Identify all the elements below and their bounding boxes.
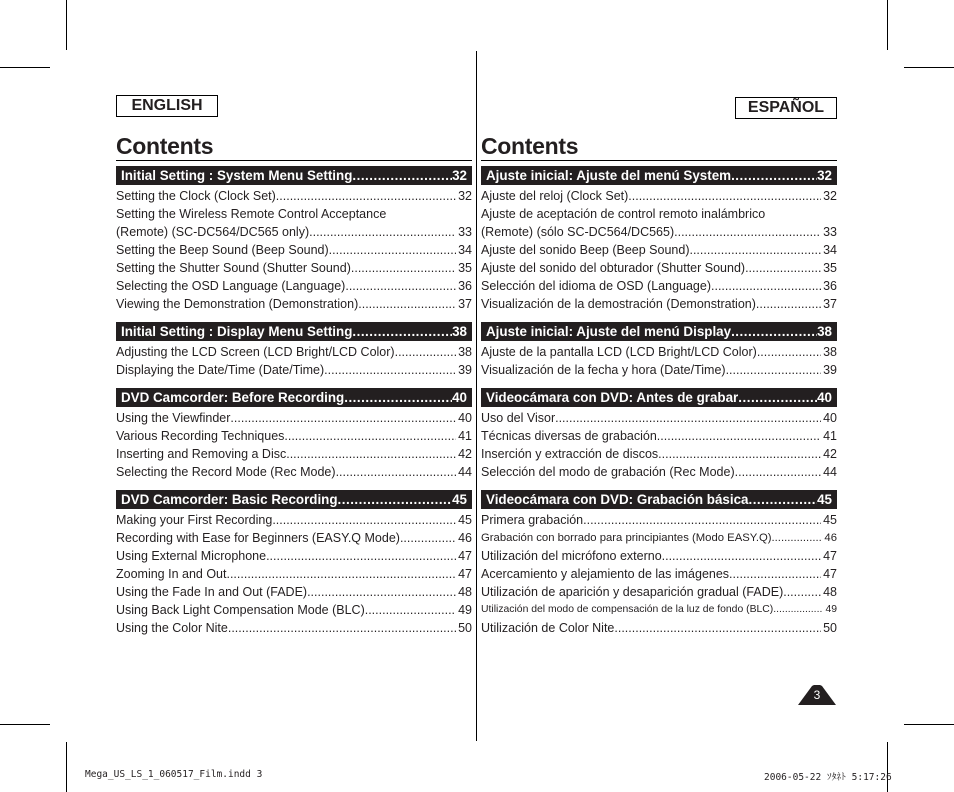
toc-entry bbox=[116, 241, 472, 259]
leader-dots bbox=[628, 187, 821, 205]
entry-page-number: 45 bbox=[458, 513, 472, 527]
toc-entry bbox=[116, 427, 472, 445]
crop-mark bbox=[887, 0, 888, 50]
section-heading: Videocámara con DVD: Antes de grabar bbox=[486, 390, 739, 405]
section-page-number: 32 bbox=[817, 168, 832, 183]
entry-page-number: 34 bbox=[823, 243, 837, 257]
toc-section bbox=[481, 322, 837, 379]
toc-entry bbox=[481, 295, 837, 313]
leader-dots bbox=[329, 241, 456, 259]
entry-page-number: 44 bbox=[458, 465, 472, 479]
crop-mark bbox=[66, 0, 67, 50]
leader-dots bbox=[757, 343, 821, 361]
toc-entry bbox=[481, 583, 837, 601]
entry-title: Selección del idioma de OSD (Language) bbox=[481, 279, 711, 293]
toc-entry bbox=[116, 445, 472, 463]
entry-title: Uso del Visor bbox=[481, 411, 556, 425]
leader-dots bbox=[555, 409, 821, 427]
toc-entries bbox=[116, 187, 472, 313]
entry-title: Selección del modo de grabación (Rec Mode) bbox=[481, 465, 735, 479]
entry-title: Setting the Shutter Sound (Shutter Sound) bbox=[116, 261, 351, 275]
leader-dots bbox=[286, 445, 456, 463]
spanish-sections bbox=[481, 166, 837, 646]
section-page-number: 32 bbox=[452, 168, 467, 183]
entry-page-number: 35 bbox=[823, 261, 837, 275]
entry-title: Setting the Wireless Remote Control Acceptance bbox=[116, 207, 387, 221]
leader-dots bbox=[284, 427, 456, 445]
toc-entries bbox=[116, 343, 472, 379]
entry-page-number: 44 bbox=[823, 465, 837, 479]
entry-title: Using Back Light Compensation Mode (BLC) bbox=[116, 603, 365, 617]
toc-entry bbox=[481, 511, 837, 529]
toc-entry bbox=[116, 205, 472, 223]
leader-dots bbox=[738, 388, 817, 407]
entry-title: Ajuste de aceptación de control remoto inalámbrico bbox=[481, 207, 766, 221]
leader-dots bbox=[662, 547, 821, 565]
toc-section bbox=[116, 322, 472, 379]
leader-dots bbox=[338, 490, 453, 509]
leader-dots bbox=[745, 259, 821, 277]
entry-title: Inserting and Removing a Disc bbox=[116, 447, 287, 461]
toc-entry bbox=[481, 565, 837, 583]
section-heading: Initial Setting : Display Menu Setting bbox=[121, 324, 353, 339]
entry-title: Setting the Beep Sound (Beep Sound) bbox=[116, 243, 329, 257]
crop-mark bbox=[887, 742, 888, 792]
toc-entry bbox=[116, 361, 472, 379]
entry-page-number: 47 bbox=[458, 567, 472, 581]
leader-dots bbox=[711, 277, 821, 295]
entry-title: Ajuste del sonido Beep (Beep Sound) bbox=[481, 243, 690, 257]
section-heading-bar bbox=[116, 388, 472, 407]
toc-entries bbox=[116, 409, 472, 481]
entry-title: Utilización de Color Nite bbox=[481, 621, 615, 635]
page-number: 3 bbox=[813, 688, 821, 702]
toc-entries bbox=[481, 409, 837, 481]
section-heading-bar bbox=[116, 322, 472, 341]
section-heading: DVD Camcorder: Before Recording bbox=[121, 390, 345, 405]
section-heading-bar bbox=[481, 322, 837, 341]
toc-entries bbox=[481, 511, 837, 637]
entry-page-number: 42 bbox=[458, 447, 472, 461]
footer-timestamp: 2006-05-22 ｿﾀﾈﾄ 5:17:26 bbox=[764, 772, 892, 783]
toc-section bbox=[481, 388, 837, 481]
entry-page-number: 39 bbox=[458, 363, 472, 377]
entry-page-number: 32 bbox=[458, 189, 472, 203]
leader-dots bbox=[773, 601, 823, 619]
section-page-number: 45 bbox=[817, 492, 832, 507]
toc-entry bbox=[481, 277, 837, 295]
entry-page-number: 33 bbox=[458, 225, 472, 239]
section-page-number: 38 bbox=[452, 324, 467, 339]
leader-dots bbox=[345, 277, 456, 295]
leader-dots bbox=[772, 529, 823, 547]
toc-entry bbox=[481, 187, 837, 205]
section-heading: DVD Camcorder: Basic Recording bbox=[121, 492, 338, 507]
toc-entry bbox=[481, 223, 837, 241]
leader-dots bbox=[729, 565, 821, 583]
entry-title: Ajuste de la pantalla LCD (LCD Bright/LCD Color) bbox=[481, 345, 757, 359]
entry-title: Selecting the OSD Language (Language) bbox=[116, 279, 346, 293]
leader-dots bbox=[307, 583, 456, 601]
section-heading-bar bbox=[481, 166, 837, 185]
toc-entry bbox=[481, 601, 837, 619]
toc-entry bbox=[116, 277, 472, 295]
entry-page-number: 47 bbox=[458, 549, 472, 563]
title-rule bbox=[481, 160, 837, 161]
section-heading: Initial Setting : System Menu Setting bbox=[121, 168, 353, 183]
center-divider bbox=[476, 51, 477, 741]
toc-entry bbox=[481, 463, 837, 481]
toc-entry bbox=[116, 547, 472, 565]
entry-title: Visualización de la fecha y hora (Date/Time) bbox=[481, 363, 726, 377]
entry-page-number: 40 bbox=[823, 411, 837, 425]
leader-dots bbox=[351, 259, 456, 277]
toc-entry bbox=[481, 361, 837, 379]
entry-page-number: 36 bbox=[458, 279, 472, 293]
toc-entry bbox=[116, 511, 472, 529]
entry-page-number: 41 bbox=[458, 429, 472, 443]
entry-title: Using the Viewfinder bbox=[116, 411, 231, 425]
leader-dots bbox=[657, 427, 821, 445]
entry-title: Various Recording Techniques bbox=[116, 429, 285, 443]
english-language-label: ENGLISH bbox=[116, 95, 218, 117]
crop-mark bbox=[0, 724, 50, 725]
entry-page-number: 42 bbox=[823, 447, 837, 461]
entry-page-number: 46 bbox=[824, 532, 837, 544]
section-page-number: 40 bbox=[817, 390, 832, 405]
entry-title: (Remote) (sólo SC-DC564/DC565) bbox=[481, 225, 675, 239]
toc-entry bbox=[481, 205, 837, 223]
entry-page-number: 37 bbox=[458, 297, 472, 311]
toc-entry bbox=[116, 259, 472, 277]
section-heading-bar bbox=[116, 166, 472, 185]
leader-dots bbox=[731, 166, 817, 185]
entry-title: Utilización del micrófono externo bbox=[481, 549, 662, 563]
entry-title: Utilización de aparición y desaparición gradual (FADE) bbox=[481, 585, 784, 599]
entry-page-number: 47 bbox=[823, 567, 837, 581]
toc-entry bbox=[116, 295, 472, 313]
section-heading-bar bbox=[481, 388, 837, 407]
leader-dots bbox=[689, 241, 821, 259]
section-page-number: 45 bbox=[452, 492, 467, 507]
leader-dots bbox=[228, 619, 456, 637]
entry-page-number: 40 bbox=[458, 411, 472, 425]
entry-title: Using the Fade In and Out (FADE) bbox=[116, 585, 308, 599]
leader-dots bbox=[726, 361, 822, 379]
crop-mark bbox=[66, 742, 67, 792]
toc-entry bbox=[116, 619, 472, 637]
entry-title: Using the Color Nite bbox=[116, 621, 228, 635]
entry-page-number: 41 bbox=[823, 429, 837, 443]
leader-dots bbox=[272, 511, 456, 529]
toc-entry bbox=[116, 565, 472, 583]
toc-entry bbox=[481, 529, 837, 547]
toc-entry bbox=[481, 259, 837, 277]
toc-entry bbox=[481, 547, 837, 565]
leader-dots bbox=[735, 463, 821, 481]
entry-title: Ajuste del reloj (Clock Set) bbox=[481, 189, 629, 203]
leader-dots bbox=[365, 601, 456, 619]
leader-dots bbox=[352, 166, 452, 185]
toc-section bbox=[116, 166, 472, 313]
toc-entries bbox=[481, 187, 837, 313]
entry-page-number: 39 bbox=[823, 363, 837, 377]
entry-page-number: 46 bbox=[458, 531, 472, 545]
toc-entry bbox=[116, 187, 472, 205]
entry-title: Acercamiento y alejamiento de las imágenes bbox=[481, 567, 730, 581]
toc-entry bbox=[481, 619, 837, 637]
section-page-number: 38 bbox=[817, 324, 832, 339]
entry-page-number: 48 bbox=[458, 585, 472, 599]
english-page-title: Contents bbox=[116, 133, 214, 159]
toc-section bbox=[116, 388, 472, 481]
toc-entry bbox=[116, 583, 472, 601]
toc-entry bbox=[116, 463, 472, 481]
section-page-number: 40 bbox=[452, 390, 467, 405]
toc-entry bbox=[116, 409, 472, 427]
entry-title: Primera grabación bbox=[481, 513, 584, 527]
toc-entries bbox=[481, 343, 837, 379]
entry-page-number: 33 bbox=[823, 225, 837, 239]
leader-dots bbox=[756, 295, 821, 313]
toc-entry bbox=[116, 343, 472, 361]
leader-dots bbox=[336, 463, 457, 481]
leader-dots bbox=[230, 409, 456, 427]
section-heading-bar bbox=[116, 490, 472, 509]
toc-entry bbox=[116, 223, 472, 241]
entry-title: Recording with Ease for Beginners (EASY.Q Mode) bbox=[116, 531, 400, 545]
entry-page-number: 45 bbox=[823, 513, 837, 527]
entry-page-number: 32 bbox=[823, 189, 837, 203]
page-number-badge bbox=[798, 685, 836, 705]
entry-page-number: 38 bbox=[458, 345, 472, 359]
toc-entry bbox=[116, 601, 472, 619]
entry-title: Adjusting the LCD Screen (LCD Bright/LCD Color) bbox=[116, 345, 395, 359]
entry-title: Ajuste del sonido del obturador (Shutter Sound) bbox=[481, 261, 746, 275]
entry-title: (Remote) (SC-DC564/DC565 only) bbox=[116, 225, 310, 239]
spanish-language-label: ESPAÑOL bbox=[735, 97, 837, 119]
leader-dots bbox=[324, 361, 456, 379]
entry-title: Making your First Recording bbox=[116, 513, 273, 527]
leader-dots bbox=[309, 223, 456, 241]
entry-title: Utilización del modo de compensación de la luz de fondo (BLC) bbox=[481, 604, 774, 615]
leader-dots bbox=[352, 322, 452, 341]
leader-dots bbox=[344, 388, 452, 407]
leader-dots bbox=[748, 490, 817, 509]
entry-title: Técnicas diversas de grabación bbox=[481, 429, 657, 443]
entry-page-number: 34 bbox=[458, 243, 472, 257]
toc-entry bbox=[116, 529, 472, 547]
toc-section bbox=[116, 490, 472, 637]
entry-page-number: 50 bbox=[458, 621, 472, 635]
section-heading: Ajuste inicial: Ajuste del menú Display bbox=[486, 324, 732, 339]
entry-title: Selecting the Record Mode (Rec Mode) bbox=[116, 465, 336, 479]
title-rule bbox=[116, 160, 472, 161]
leader-dots bbox=[226, 565, 456, 583]
leader-dots bbox=[358, 295, 456, 313]
toc-entry bbox=[481, 241, 837, 259]
entry-title: Displaying the Date/Time (Date/Time) bbox=[116, 363, 325, 377]
toc-entry bbox=[481, 445, 837, 463]
crop-mark bbox=[0, 67, 50, 68]
entry-title: Zooming In and Out bbox=[116, 567, 227, 581]
entry-page-number: 49 bbox=[458, 603, 472, 617]
entry-page-number: 38 bbox=[823, 345, 837, 359]
toc-section bbox=[481, 490, 837, 637]
toc-section bbox=[481, 166, 837, 313]
spanish-page-title: Contents bbox=[481, 133, 579, 159]
crop-mark bbox=[904, 67, 954, 68]
entry-title: Inserción y extracción de discos bbox=[481, 447, 659, 461]
toc-entry bbox=[481, 427, 837, 445]
section-heading: Ajuste inicial: Ajuste del menú System bbox=[486, 168, 732, 183]
entry-page-number: 50 bbox=[823, 621, 837, 635]
entry-page-number: 47 bbox=[823, 549, 837, 563]
leader-dots bbox=[583, 511, 821, 529]
toc-entries bbox=[116, 511, 472, 637]
leader-dots bbox=[400, 529, 456, 547]
leader-dots bbox=[731, 322, 817, 341]
entry-title: Setting the Clock (Clock Set) bbox=[116, 189, 276, 203]
leader-dots bbox=[395, 343, 457, 361]
english-sections bbox=[116, 166, 472, 646]
entry-page-number: 35 bbox=[458, 261, 472, 275]
entry-title: Grabación con borrado para principiantes (Modo EASY.Q) bbox=[481, 532, 772, 544]
section-heading: Videocámara con DVD: Grabación básica bbox=[486, 492, 749, 507]
section-heading-bar bbox=[481, 490, 837, 509]
entry-page-number: 48 bbox=[823, 585, 837, 599]
leader-dots bbox=[674, 223, 821, 241]
toc-entry bbox=[481, 409, 837, 427]
entry-title: Viewing the Demonstration (Demonstration) bbox=[116, 297, 359, 311]
leader-dots bbox=[614, 619, 821, 637]
entry-page-number: 49 bbox=[825, 604, 837, 615]
entry-title: Visualización de la demostración (Demonstration) bbox=[481, 297, 756, 311]
entry-page-number: 36 bbox=[823, 279, 837, 293]
crop-mark bbox=[904, 724, 954, 725]
leader-dots bbox=[276, 187, 456, 205]
leader-dots bbox=[658, 445, 821, 463]
leader-dots bbox=[266, 547, 456, 565]
entry-title: Using External Microphone bbox=[116, 549, 267, 563]
toc-entry bbox=[481, 343, 837, 361]
footer-file-name: Mega_US_LS_1_060517_Film.indd 3 bbox=[85, 769, 263, 780]
entry-page-number: 37 bbox=[823, 297, 837, 311]
leader-dots bbox=[783, 583, 821, 601]
